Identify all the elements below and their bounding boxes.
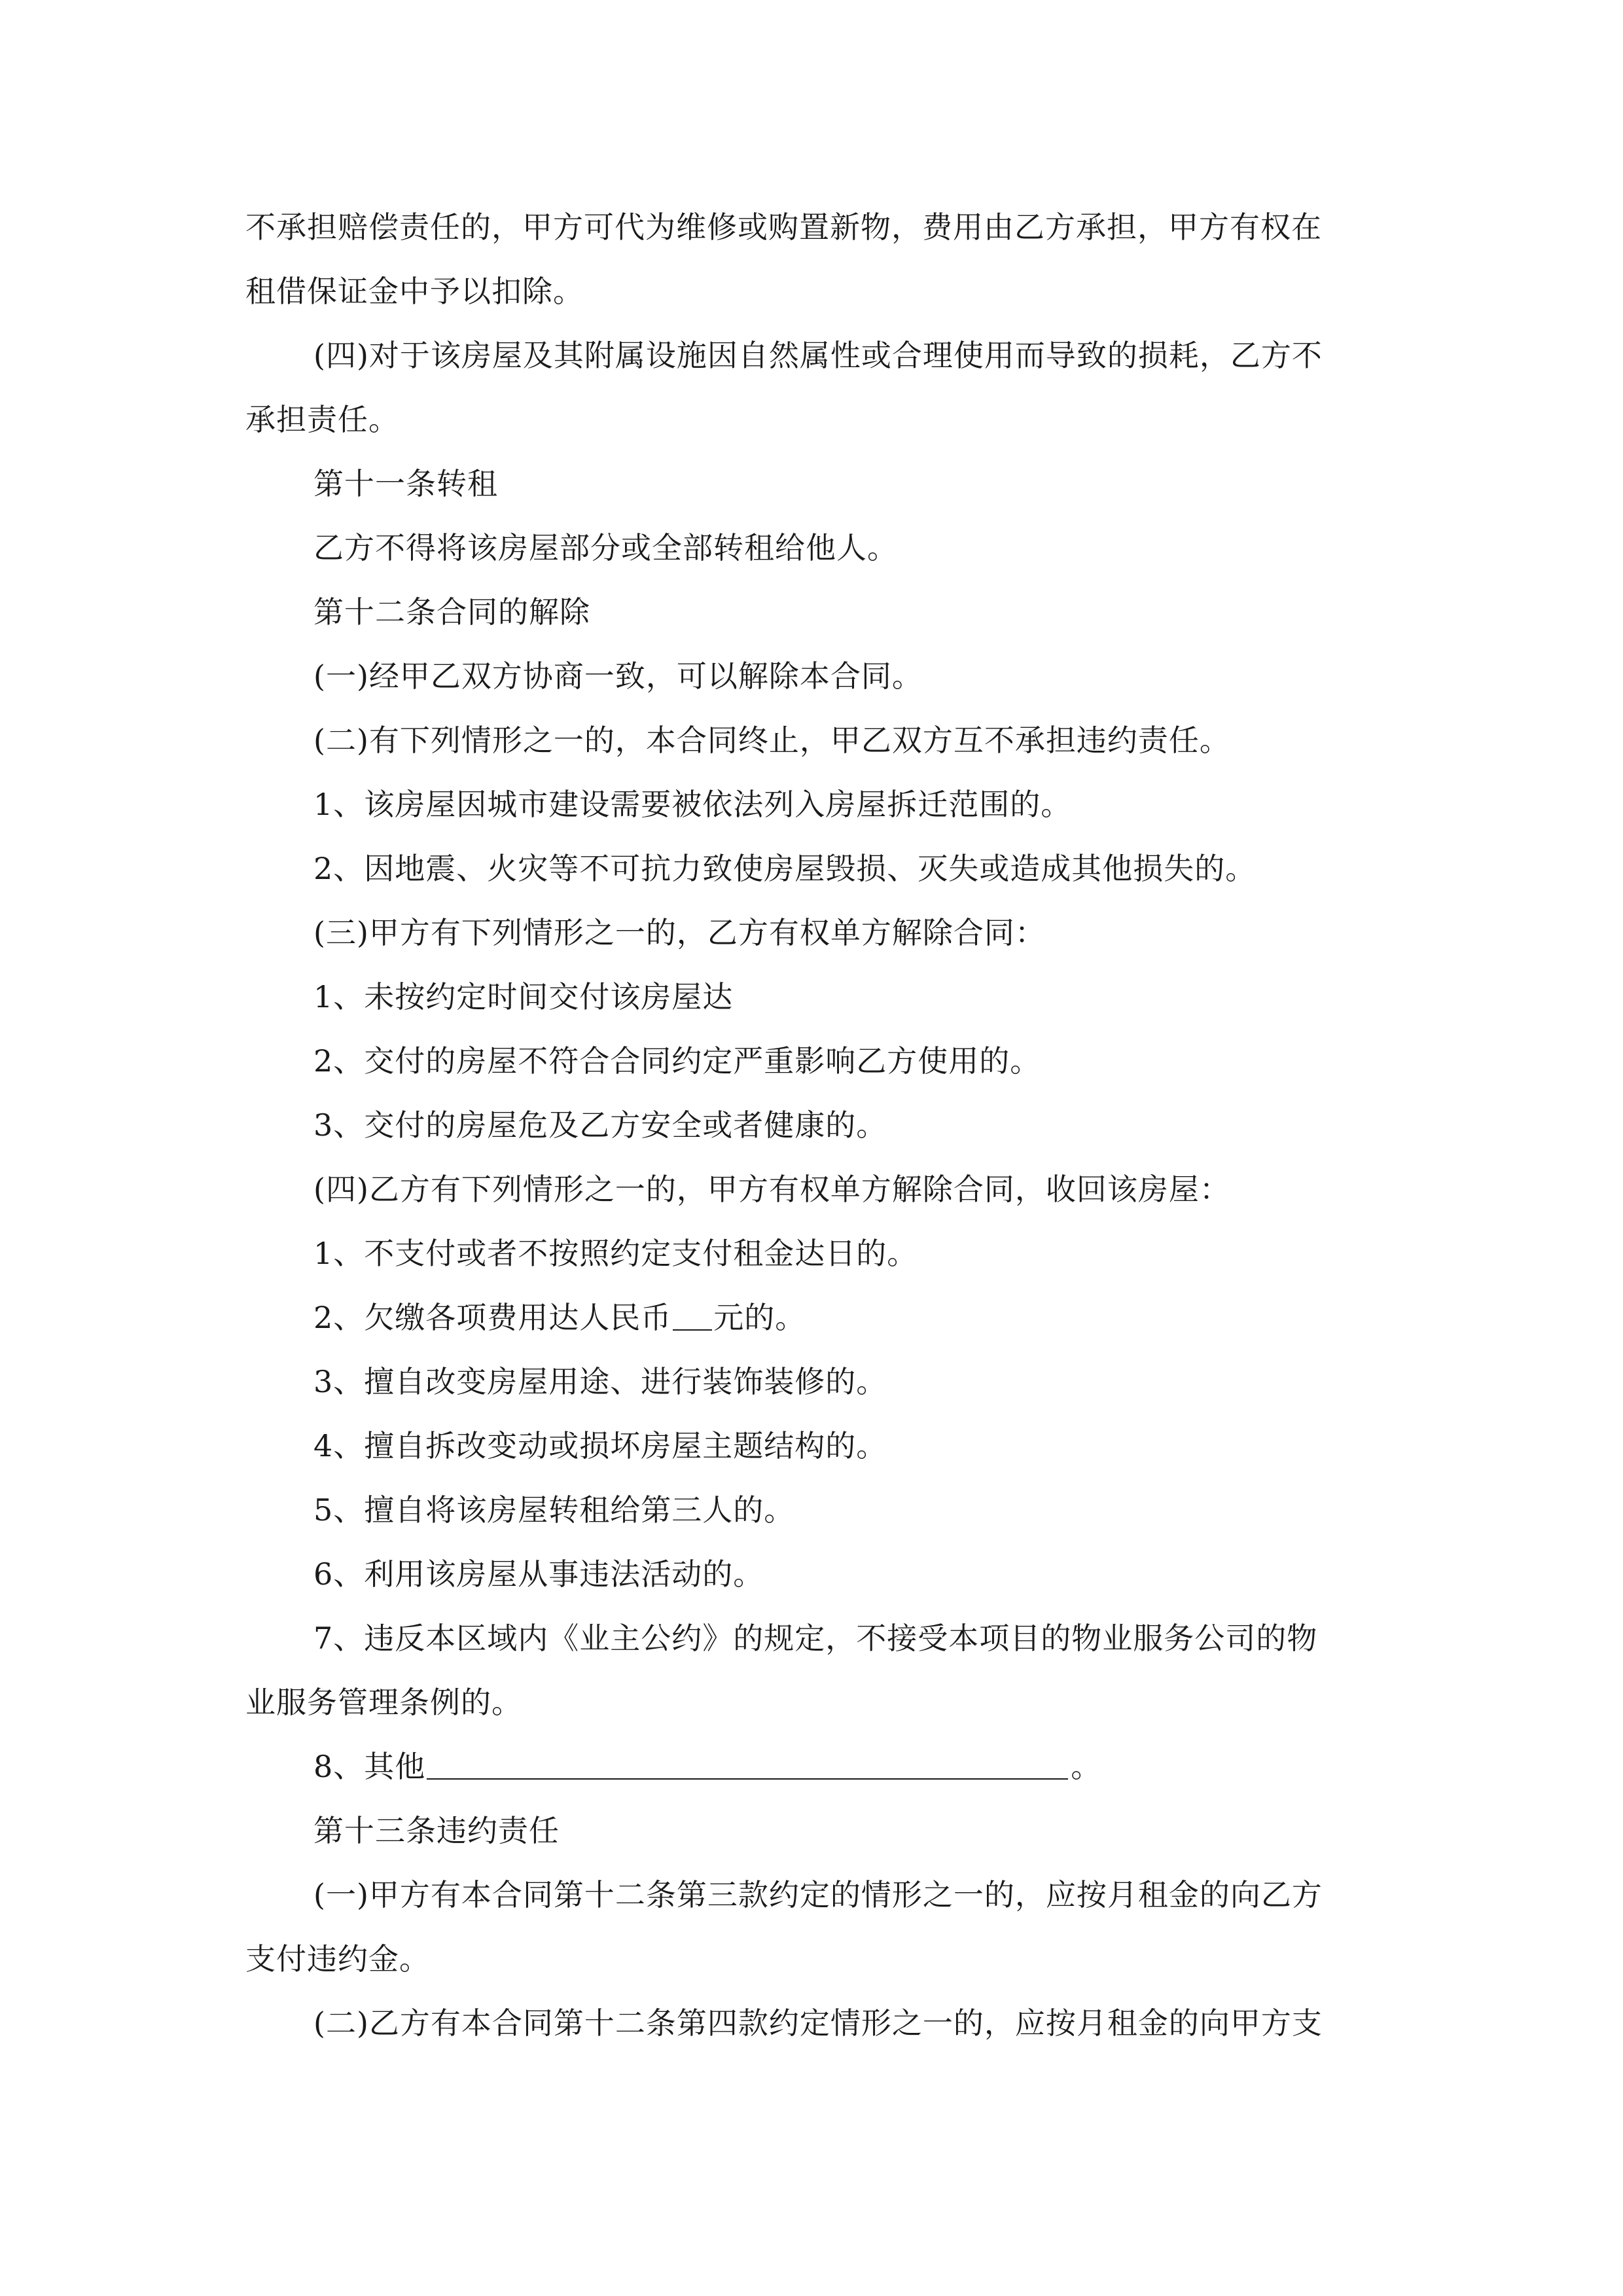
list-item: 2、交付的房屋不符合合同约定严重影响乙方使用的。 [313,1043,1041,1079]
article-heading: 第十一条转租 [313,466,498,501]
clause-item: (四)乙方有下列情形之一的，甲方有权单方解除合同，收回该房屋： [313,1172,1230,1207]
body-line: 不承担赔偿责任的，甲方可代为维修或购置新物，费用由乙方承担，甲方有权在 [245,209,1322,245]
article-heading: 第十二条合同的解除 [313,594,590,630]
list-item-text: 。 [1071,1749,1102,1784]
body-line: 租借保证金中予以扣除。 [245,274,584,309]
list-item [245,1285,1381,1350]
body-line: 支付违约金。 [245,1941,430,1977]
clause-item: (一)甲方有本合同第十二条第三款约定的情形之一的，应按月租金的向乙方 [313,1877,1323,1912]
body-line: 承担责任。 [245,402,399,437]
list-item: 2、因地震、火灾等不可抗力致使房屋毁损、灭失或造成其他损失的。 [313,851,1257,886]
body-line: 业服务管理条例的。 [245,1685,522,1720]
list-item: 5、擅自将该房屋转租给第三人的。 [313,1492,795,1528]
clause-item: (二)乙方有本合同第十二条第四款约定情形之一的，应按月租金的向甲方支 [313,2005,1323,2041]
list-item: 7、违反本区域内《业主公约》的规定，不接受本项目的物业服务公司的物 [313,1621,1318,1656]
list-item-text: 2、欠缴各项费用达人民币 [313,1300,672,1335]
list-item: 1、该房屋因城市建设需要被依法列入房屋拆迁范围的。 [313,787,1072,822]
list-item: 3、交付的房屋危及乙方安全或者健康的。 [313,1107,887,1143]
body-line: 乙方不得将该房屋部分或全部转租给他人。 [313,530,898,565]
list-item [245,1734,1381,1799]
clause-item: (三)甲方有下列情形之一的，乙方有权单方解除合同： [313,915,1046,950]
list-item: 3、擅自改变房屋用途、进行装饰装修的。 [313,1364,887,1399]
document-page [245,195,1381,2055]
list-item: 1、未按约定时间交付该房屋达 [313,979,734,1014]
list-item: 6、利用该房屋从事违法活动的。 [313,1556,764,1592]
clause-item: (一)经甲乙双方协商一致，可以解除本合同。 [313,658,923,694]
list-item-text: 元的。 [713,1300,806,1335]
list-item: 4、擅自拆改变动或损坏房屋主题结构的。 [313,1428,887,1463]
article-heading: 第十三条违约责任 [313,1813,560,1848]
clause-item: (二)有下列情形之一的，本合同终止，甲乙双方互不承担违约责任。 [313,723,1230,758]
fill-in-blank [427,1748,1068,1780]
list-item: 1、不支付或者不按照约定支付租金达日的。 [313,1236,918,1271]
clause-item: (四)对于该房屋及其附属设施因自然属性或合理使用而导致的损耗，乙方不 [313,338,1323,373]
list-item-text: 8、其他 [313,1749,426,1784]
fill-in-blank [673,1299,712,1331]
